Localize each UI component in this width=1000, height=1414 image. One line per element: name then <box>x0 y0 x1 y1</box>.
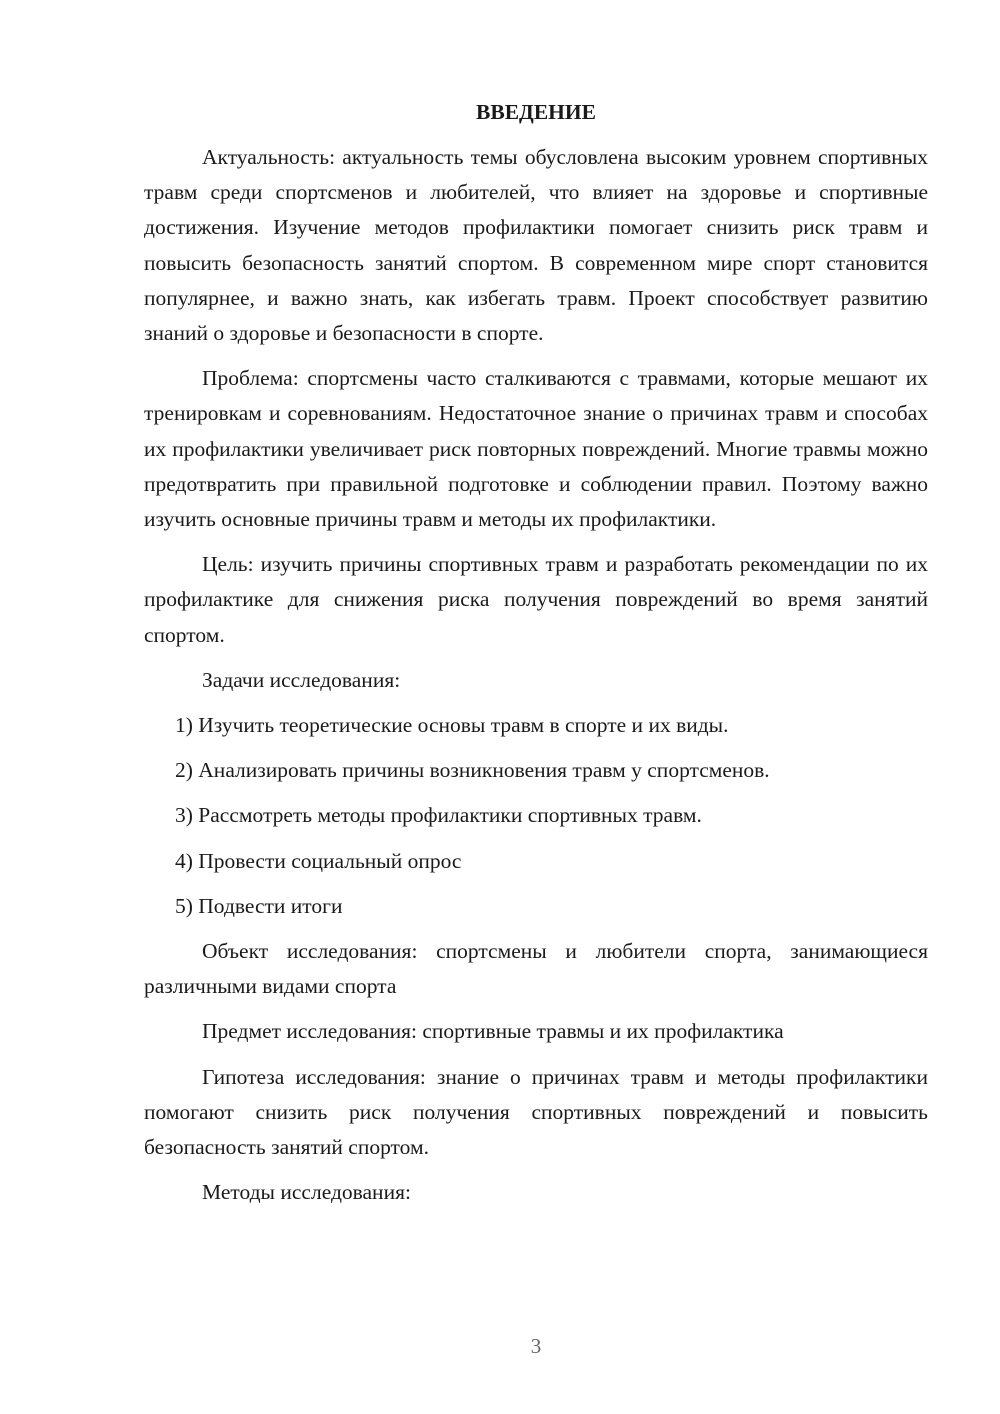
task-item: 2) Анализировать причины возникновения травм у спортсменов. <box>175 758 770 783</box>
tasks-heading: Задачи исследования: <box>202 667 401 692</box>
task-item: 3) Рассмотреть методы профилактики спортивных травм. <box>175 803 702 828</box>
methods-heading: Методы исследования: <box>202 1180 411 1205</box>
object-paragraph: Объект исследования: спортсмены и любители спорта, занимающиеся различными видами спорта <box>144 939 928 999</box>
problem-paragraph: Проблема: спортсмены часто сталкиваются с травмами, которые мешают их тренировкам и соревнованиям. Недостаточное знание о причинах травм и способах их профилактики увеличивает риск повторных повреждений. Многие травмы можно предотвратить при правильной подготовке и соблюдении правил. Поэтому важно изучить основные причины травм и методы их профилактики. <box>144 366 928 532</box>
task-item: 1) Изучить теоретические основы травм в спорте и их виды. <box>175 713 729 738</box>
subject-paragraph: Предмет исследования: спортивные травмы и их профилактика <box>202 1019 784 1044</box>
relevance-paragraph: Актуальность: актуальность темы обусловлена высоким уровнем спортивных травм среди спортсменов и любителей, что влияет на здоровье и спортивные достижения. Изучение методов профилактики помогает снизить риск травм и повысить безопасность занятий спортом. В современном мире спорт становится популярнее, и важно знать, как избегать травм. Проект способствует развитию знаний о здоровье и безопасности в спорте. <box>144 145 928 346</box>
section-title: ВВЕДЕНИЕ <box>476 100 596 124</box>
page-content <box>144 96 928 1220</box>
task-item: 4) Провести социальный опрос <box>175 848 462 873</box>
task-item: 5) Подвести итоги <box>175 893 343 918</box>
goal-paragraph: Цель: изучить причины спортивных травм и разработать рекомендации по их профилактике для снижения риска получения повреждений во время занятий спортом. <box>144 552 928 647</box>
hypothesis-paragraph: Гипотеза исследования: знание о причинах травм и методы профилактики помогают снизить риск получения спортивных повреждений и повысить безопасность занятий спортом. <box>144 1064 928 1160</box>
page-number: 3 <box>530 1334 542 1358</box>
